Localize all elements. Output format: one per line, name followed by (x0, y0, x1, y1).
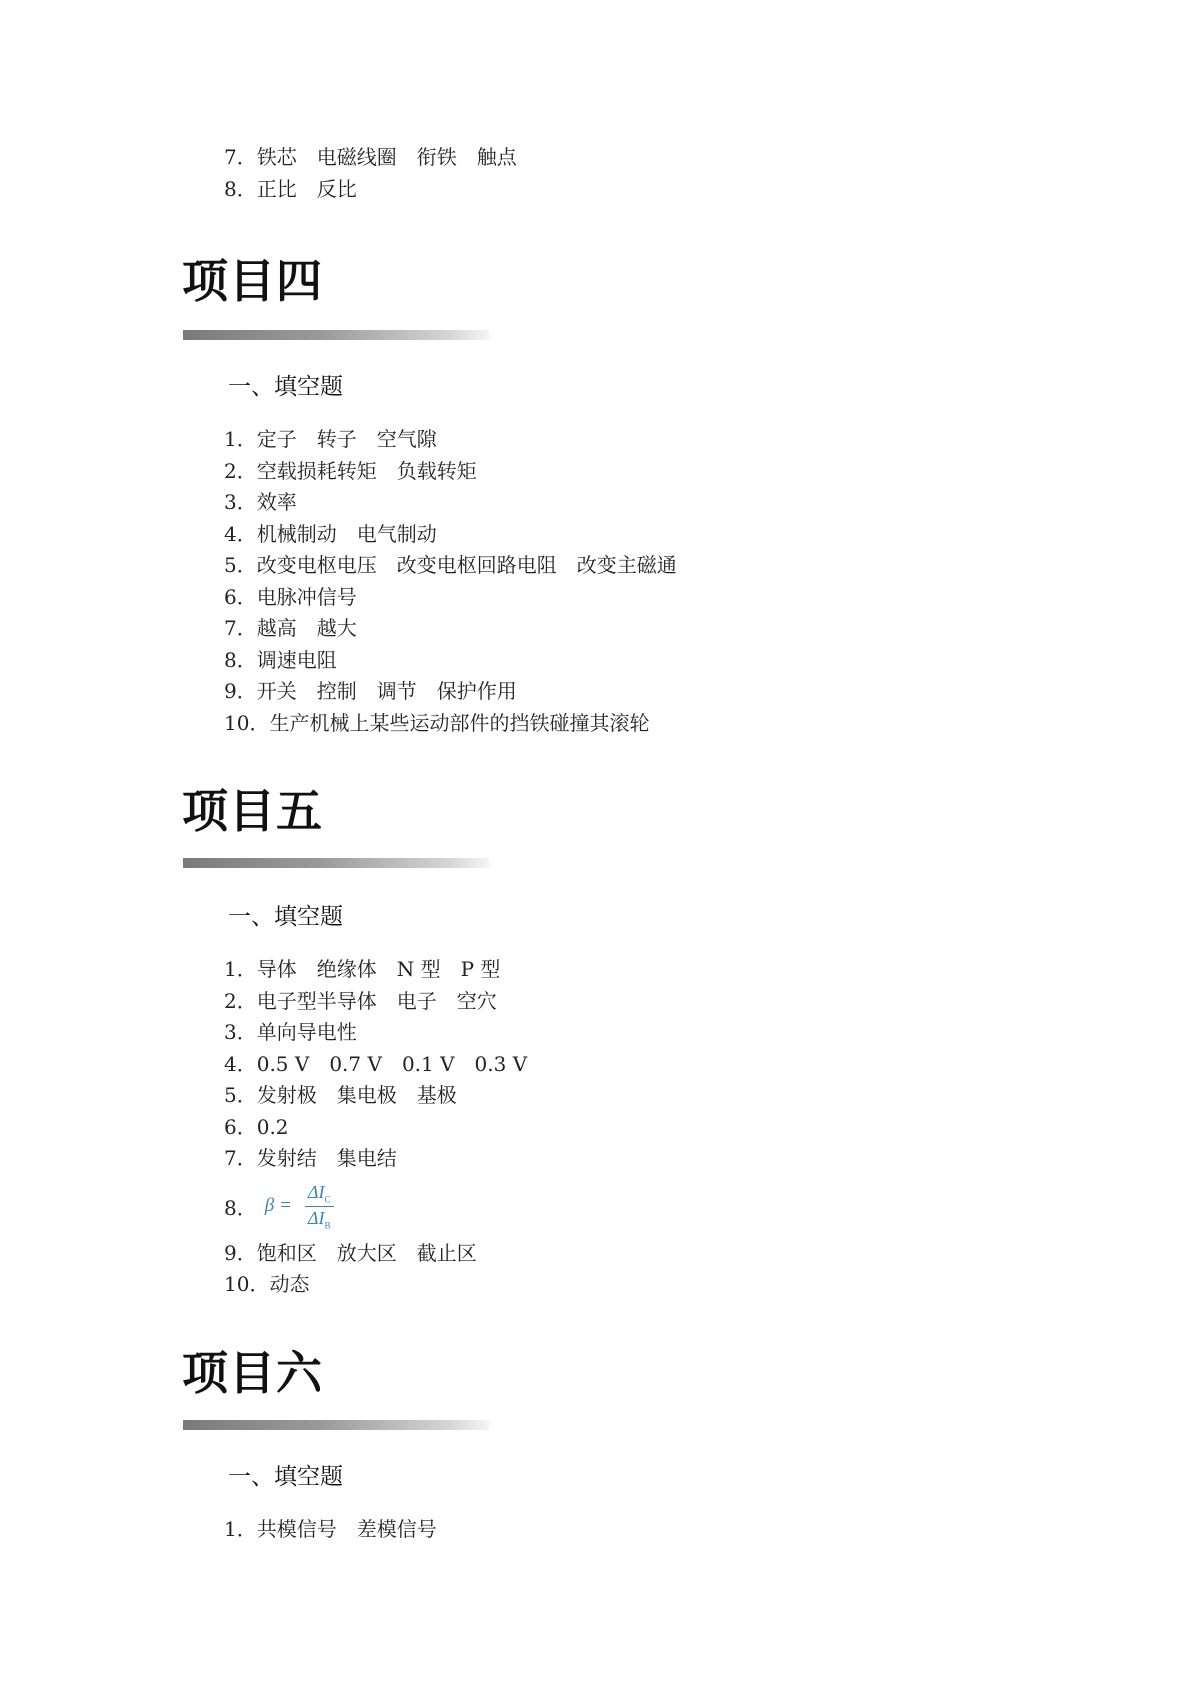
list-item: 1．共模信号 差模信号 (224, 1517, 437, 1541)
item-number: 8． (224, 1195, 257, 1220)
formula-fraction (305, 1182, 334, 1231)
formula-denominator: $\Delta I_B$ (307, 1207, 331, 1231)
list-item: 8．调速电阻 (224, 647, 337, 672)
section-title-project-5: 项目五 (182, 784, 323, 838)
section-divider (183, 1420, 489, 1430)
section-divider (183, 858, 489, 868)
formula-lhs: β (264, 1195, 275, 1216)
list-item: 8．正比 反比 (224, 176, 357, 201)
fill-in-blank-heading: 一、填空题 (228, 1464, 343, 1490)
list-item: 6．电脉冲信号 (224, 584, 357, 609)
list-item: 9．开关 控制 调节 保护作用 (224, 679, 517, 703)
list-item: 10．生产机械上某些运动部件的挡铁碰撞其滚轮 (224, 710, 650, 735)
section-divider (183, 330, 489, 340)
fill-in-blank-heading: 一、填空题 (228, 904, 343, 930)
list-item: 7．发射结 集电结 (224, 1146, 397, 1170)
list-item-formula (224, 1175, 527, 1238)
previous-section-answers (224, 142, 517, 205)
answer-list-project-4 (224, 424, 677, 739)
list-item: 7．铁芯 电磁线圈 衔铁 触点 (224, 145, 517, 169)
list-item: 4．0.5 V 0.7 V 0.1 V 0.3 V (224, 1051, 528, 1076)
list-item: 5．发射极 集电极 基极 (224, 1083, 457, 1107)
answer-list-project-5 (224, 954, 527, 1301)
list-item: 7．越高 越大 (224, 616, 357, 640)
section-title-project-6: 项目六 (182, 1346, 323, 1400)
formula-numerator: $\Delta I_C$ (305, 1182, 334, 1207)
formula-equals: = (280, 1195, 291, 1216)
list-item: 6．0.2 (224, 1114, 289, 1139)
beta-formula (265, 1182, 334, 1231)
list-item: 2．电子型半导体 电子 空穴 (224, 988, 497, 1013)
list-item: 4．机械制动 电气制动 (224, 521, 437, 546)
list-item: 9．饱和区 放大区 截止区 (224, 1240, 477, 1265)
list-item: 3．单向导电性 (224, 1020, 357, 1044)
list-item: 10．动态 (224, 1272, 310, 1296)
list-item: 5．改变电枢电压 改变电枢回路电阻 改变主磁通 (224, 553, 677, 577)
list-item: 1．定子 转子 空气隙 (224, 427, 437, 451)
list-item: 2．空载损耗转矩 负载转矩 (224, 458, 477, 483)
list-item: 1．导体 绝缘体 N 型 P 型 (224, 957, 501, 981)
answer-list-project-6 (224, 1514, 437, 1546)
list-item: 3．效率 (224, 490, 297, 514)
fill-in-blank-heading: 一、填空题 (228, 374, 343, 400)
section-title-project-4: 项目四 (182, 254, 323, 308)
